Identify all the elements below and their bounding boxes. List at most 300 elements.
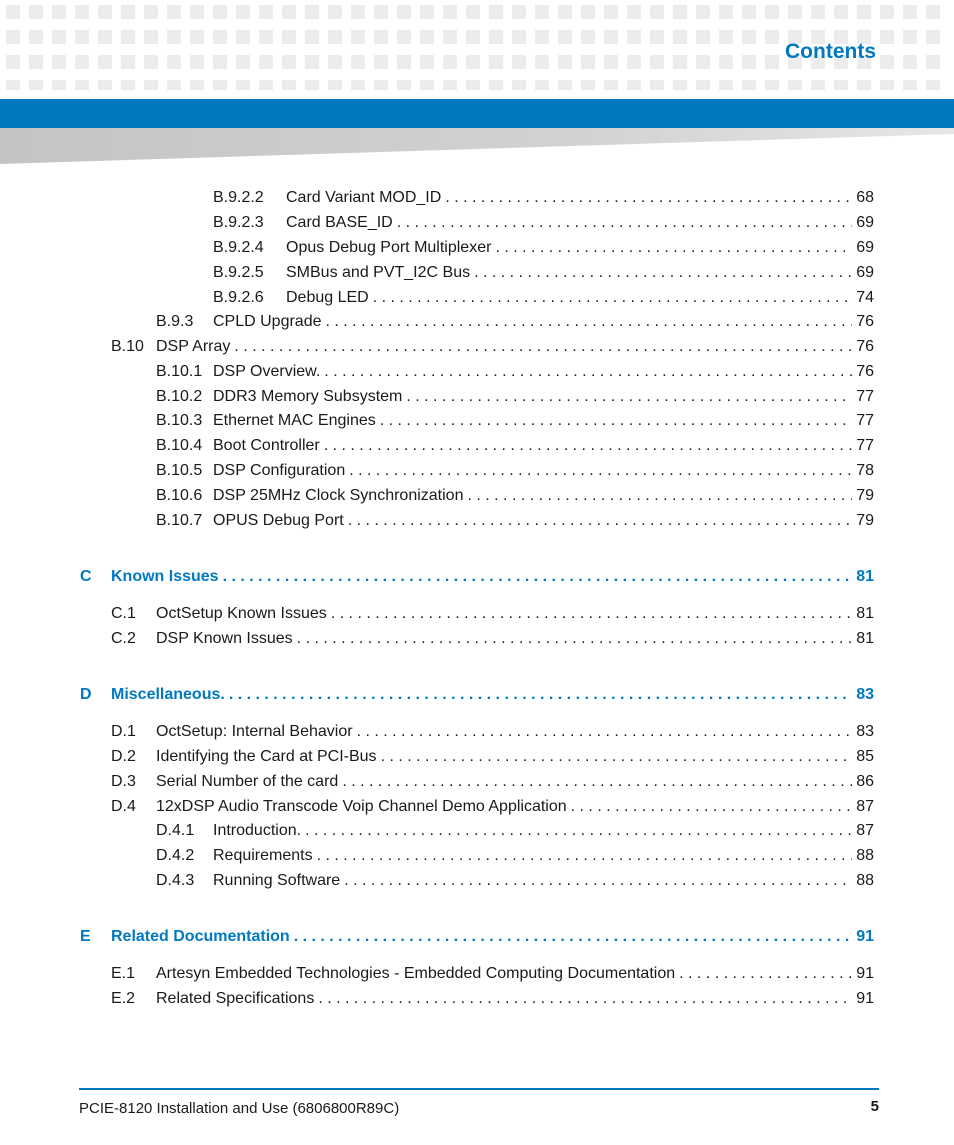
- toc-entry-number: B.9.2.6: [213, 289, 264, 306]
- toc-entry[interactable]: [156, 461, 874, 481]
- toc-entry[interactable]: [156, 312, 874, 332]
- toc-entry[interactable]: [111, 964, 874, 984]
- header-blue-bar: [0, 99, 954, 128]
- toc-entry-number: C: [80, 568, 92, 585]
- grid-cell: [443, 80, 457, 90]
- grid-cell: [903, 30, 917, 44]
- grid-cell: [236, 5, 250, 19]
- toc-entry-title: OctSetup: Internal Behavior: [156, 723, 353, 740]
- toc-entry-page: 86: [856, 773, 874, 790]
- toc-entry-title: Boot Controller: [213, 437, 320, 454]
- grid-cell: [167, 55, 181, 69]
- toc-entry-page: 87: [856, 822, 874, 839]
- toc-entry-number: B.10.6: [156, 487, 203, 504]
- toc-dot-leader: [380, 411, 852, 431]
- grid-cell: [627, 30, 641, 44]
- toc-entry-number: B.9.2.5: [213, 264, 264, 281]
- toc-entry-title: Requirements: [213, 847, 313, 864]
- grid-cell: [259, 80, 273, 90]
- toc-entry-title: DSP Known Issues: [156, 630, 293, 647]
- toc-entry[interactable]: [111, 989, 874, 1009]
- toc-dot-leader: [571, 797, 853, 817]
- grid-cell: [374, 55, 388, 69]
- grid-cell: [75, 30, 89, 44]
- toc-entry-number: D: [80, 686, 92, 703]
- grid-cell: [75, 55, 89, 69]
- grid-cell: [719, 5, 733, 19]
- grid-cell: [98, 55, 112, 69]
- toc-entry[interactable]: [111, 337, 874, 357]
- grid-cell: [328, 55, 342, 69]
- toc-entry-page: 83: [856, 686, 874, 703]
- grid-cell: [673, 55, 687, 69]
- toc-entry-page: 74: [856, 289, 874, 306]
- toc-entry[interactable]: [213, 263, 874, 283]
- grid-cell: [466, 5, 480, 19]
- grid-cell: [282, 5, 296, 19]
- grid-cell: [328, 30, 342, 44]
- toc-entry[interactable]: [213, 213, 874, 233]
- grid-cell: [489, 80, 503, 90]
- grid-cell: [742, 30, 756, 44]
- toc-entry-number: D.3: [111, 773, 136, 790]
- toc-dot-leader: [495, 238, 852, 258]
- toc-entry-title: Related Specifications: [156, 990, 315, 1007]
- grid-cell: [144, 5, 158, 19]
- toc-dot-leader: [324, 362, 852, 382]
- grid-cell: [466, 55, 480, 69]
- grid-cell: [512, 5, 526, 19]
- grid-cell: [121, 30, 135, 44]
- grid-cell: [420, 5, 434, 19]
- toc-entry[interactable]: [156, 362, 874, 382]
- toc-entry[interactable]: [156, 871, 874, 891]
- grid-cell: [29, 30, 43, 44]
- grid-cell: [6, 30, 20, 44]
- toc-entry[interactable]: [156, 511, 874, 531]
- grid-cell: [581, 5, 595, 19]
- grid-cell: [650, 30, 664, 44]
- toc-entry-title: Serial Number of the card: [156, 773, 339, 790]
- grid-cell: [121, 80, 135, 90]
- toc-entry-number: B.10.3: [156, 412, 203, 429]
- toc-dot-leader: [324, 436, 852, 456]
- toc-entry-number: B.9.3: [156, 313, 194, 330]
- grid-cell: [443, 5, 457, 19]
- toc-entry-number: B.9.2.3: [213, 214, 264, 231]
- grid-cell: [926, 5, 940, 19]
- toc-entry-title: Introduction.: [213, 822, 302, 839]
- toc-entry-page: 91: [856, 990, 874, 1007]
- grid-cell: [811, 5, 825, 19]
- grid-cell: [673, 5, 687, 19]
- toc-entry-title: Opus Debug Port Multiplexer: [286, 239, 492, 256]
- toc-entry-number: E.1: [111, 965, 136, 982]
- toc-dot-leader: [223, 567, 853, 587]
- toc-entry-number: D.1: [111, 723, 136, 740]
- toc-entry-number: B.10: [111, 338, 144, 355]
- grid-cell: [512, 30, 526, 44]
- toc-dot-leader: [342, 772, 852, 792]
- toc-dot-leader: [467, 486, 852, 506]
- toc-entry-number: E: [80, 928, 91, 945]
- toc-entry[interactable]: [111, 747, 874, 767]
- toc-dot-leader: [331, 604, 852, 624]
- grid-cell: [52, 80, 66, 90]
- toc-dot-leader: [344, 871, 852, 891]
- grid-cell: [75, 80, 89, 90]
- toc-entry[interactable]: [156, 411, 874, 431]
- grid-cell: [926, 80, 940, 90]
- grid-cell: [696, 55, 710, 69]
- toc-entry-number: B.10.2: [156, 388, 203, 405]
- grid-cell: [696, 80, 710, 90]
- toc-entry-page: 69: [856, 264, 874, 281]
- toc-entry-number: D.2: [111, 748, 136, 765]
- toc-entry-title: DSP Overview.: [213, 363, 321, 380]
- toc-entry-number: C.2: [111, 630, 136, 647]
- grid-cell: [213, 5, 227, 19]
- grid-cell: [834, 80, 848, 90]
- grid-cell: [397, 80, 411, 90]
- toc-dot-leader: [349, 461, 852, 481]
- grid-cell: [489, 30, 503, 44]
- toc-entry-number: D.4.3: [156, 872, 195, 889]
- grid-cell: [765, 5, 779, 19]
- toc-entry-page: 79: [856, 512, 874, 529]
- footer-divider: [79, 1088, 879, 1090]
- grid-cell: [29, 55, 43, 69]
- toc-entry-number: E.2: [111, 990, 136, 1007]
- toc-entry-title: DSP Array: [156, 338, 231, 355]
- grid-cell: [535, 5, 549, 19]
- toc-entry-page: 78: [856, 462, 874, 479]
- grid-cell: [29, 80, 43, 90]
- toc-entry-number: D.4: [111, 798, 136, 815]
- toc-dot-leader: [357, 722, 853, 742]
- toc-dot-leader: [305, 821, 852, 841]
- grid-cell: [305, 30, 319, 44]
- header-gray-wedge: [0, 128, 954, 164]
- grid-cell: [443, 30, 457, 44]
- toc-entry-number: B.9.2.2: [213, 189, 264, 206]
- toc-entry-title: Related Documentation: [111, 928, 290, 945]
- toc-entry-title: OPUS Debug Port: [213, 512, 344, 529]
- grid-cell: [6, 5, 20, 19]
- grid-cell: [512, 55, 526, 69]
- grid-cell: [259, 30, 273, 44]
- grid-cell: [351, 30, 365, 44]
- toc-entry[interactable]: [156, 486, 874, 506]
- toc-entry-title: DDR3 Memory Subsystem: [213, 388, 403, 405]
- toc-entry-title: Artesyn Embedded Technologies - Embedded Computing Documentation: [156, 965, 676, 982]
- toc-entry-page: 91: [856, 928, 874, 945]
- grid-cell: [903, 5, 917, 19]
- grid-cell: [328, 5, 342, 19]
- grid-cell: [420, 30, 434, 44]
- grid-cell: [650, 80, 664, 90]
- grid-cell: [213, 55, 227, 69]
- toc-dot-leader: [294, 927, 853, 947]
- grid-cell: [351, 80, 365, 90]
- toc-dot-leader: [445, 188, 852, 208]
- toc-entry-number: B.10.5: [156, 462, 203, 479]
- toc-entry-page: 76: [856, 363, 874, 380]
- toc-entry-title: DSP 25MHz Clock Synchronization: [213, 487, 464, 504]
- grid-cell: [397, 30, 411, 44]
- toc-entry-title: 12xDSP Audio Transcode Voip Channel Demo Application: [156, 798, 567, 815]
- grid-cell: [213, 80, 227, 90]
- toc-entry[interactable]: [111, 604, 874, 624]
- grid-cell: [719, 30, 733, 44]
- toc-chapter-entry[interactable]: [80, 927, 874, 947]
- grid-cell: [236, 80, 250, 90]
- toc-entry-title: DSP Configuration: [213, 462, 346, 479]
- grid-cell: [742, 55, 756, 69]
- toc-dot-leader: [397, 213, 852, 233]
- toc-entry-page: 85: [856, 748, 874, 765]
- toc-entry-title: SMBus and PVT_I2C Bus: [286, 264, 471, 281]
- toc-chapter-entry[interactable]: [80, 567, 874, 587]
- toc-dot-leader: [326, 312, 853, 332]
- grid-cell: [742, 5, 756, 19]
- grid-cell: [397, 5, 411, 19]
- grid-cell: [604, 5, 618, 19]
- grid-cell: [282, 80, 296, 90]
- grid-cell: [581, 30, 595, 44]
- grid-cell: [535, 80, 549, 90]
- grid-cell: [305, 5, 319, 19]
- grid-cell: [535, 55, 549, 69]
- toc-dot-leader: [474, 263, 852, 283]
- toc-entry-title: Identifying the Card at PCI-Bus: [156, 748, 377, 765]
- grid-cell: [121, 5, 135, 19]
- grid-cell: [213, 30, 227, 44]
- grid-cell: [328, 80, 342, 90]
- toc-entry[interactable]: [156, 387, 874, 407]
- grid-cell: [259, 55, 273, 69]
- grid-cell: [604, 80, 618, 90]
- toc-chapter-entry[interactable]: [80, 685, 874, 705]
- grid-cell: [857, 80, 871, 90]
- grid-cell: [305, 55, 319, 69]
- grid-cell: [558, 55, 572, 69]
- toc-entry-number: B.9.2.4: [213, 239, 264, 256]
- toc-entry-title: CPLD Upgrade: [213, 313, 322, 330]
- grid-cell: [6, 80, 20, 90]
- toc-entry-page: 77: [856, 412, 874, 429]
- grid-cell: [443, 55, 457, 69]
- grid-cell: [236, 55, 250, 69]
- grid-cell: [305, 80, 319, 90]
- toc-entry[interactable]: [111, 722, 874, 742]
- grid-cell: [719, 80, 733, 90]
- grid-cell: [489, 55, 503, 69]
- grid-cell: [52, 30, 66, 44]
- grid-cell: [144, 30, 158, 44]
- grid-cell: [581, 80, 595, 90]
- grid-cell: [144, 80, 158, 90]
- toc-dot-leader: [406, 387, 852, 407]
- grid-cell: [788, 5, 802, 19]
- grid-cell: [190, 5, 204, 19]
- grid-cell: [673, 80, 687, 90]
- toc-entry-page: 81: [856, 605, 874, 622]
- toc-entry[interactable]: [156, 821, 874, 841]
- grid-cell: [374, 80, 388, 90]
- grid-cell: [673, 30, 687, 44]
- toc-entry[interactable]: [111, 797, 874, 817]
- grid-cell: [650, 5, 664, 19]
- grid-cell: [903, 55, 917, 69]
- grid-cell: [167, 80, 181, 90]
- toc-entry-number: D.4.1: [156, 822, 195, 839]
- grid-cell: [788, 80, 802, 90]
- grid-cell: [75, 5, 89, 19]
- grid-cell: [742, 80, 756, 90]
- grid-cell: [581, 55, 595, 69]
- toc-entry-page: 83: [856, 723, 874, 740]
- toc-entry-title: Running Software: [213, 872, 341, 889]
- grid-cell: [6, 55, 20, 69]
- toc-entry[interactable]: [213, 188, 874, 208]
- grid-cell: [696, 30, 710, 44]
- grid-cell: [811, 80, 825, 90]
- grid-cell: [351, 5, 365, 19]
- grid-cell: [834, 5, 848, 19]
- toc-dot-leader: [318, 989, 852, 1009]
- grid-cell: [558, 80, 572, 90]
- grid-cell: [926, 30, 940, 44]
- toc-dot-leader: [229, 685, 852, 705]
- grid-cell: [466, 30, 480, 44]
- toc-entry-page: 69: [856, 239, 874, 256]
- toc-entry[interactable]: [111, 629, 874, 649]
- toc-entry-page: 77: [856, 437, 874, 454]
- grid-cell: [144, 55, 158, 69]
- grid-cell: [604, 30, 618, 44]
- grid-cell: [627, 55, 641, 69]
- grid-cell: [535, 30, 549, 44]
- grid-cell: [190, 80, 204, 90]
- grid-cell: [765, 30, 779, 44]
- grid-cell: [696, 5, 710, 19]
- grid-cell: [397, 55, 411, 69]
- toc-entry-title: Miscellaneous.: [111, 686, 225, 703]
- toc-entry-page: 68: [856, 189, 874, 206]
- toc-entry[interactable]: [111, 772, 874, 792]
- grid-cell: [98, 5, 112, 19]
- grid-cell: [880, 5, 894, 19]
- toc-entry[interactable]: [213, 238, 874, 258]
- toc-entry-number: B.10.7: [156, 512, 203, 529]
- toc-entry-number: C.1: [111, 605, 136, 622]
- grid-cell: [52, 5, 66, 19]
- grid-cell: [259, 5, 273, 19]
- grid-cell: [650, 55, 664, 69]
- grid-cell: [29, 5, 43, 19]
- grid-cell: [351, 55, 365, 69]
- grid-cell: [558, 5, 572, 19]
- grid-cell: [282, 55, 296, 69]
- grid-cell: [98, 30, 112, 44]
- toc-entry-page: 91: [856, 965, 874, 982]
- toc-entry-page: 88: [856, 847, 874, 864]
- grid-cell: [512, 80, 526, 90]
- grid-cell: [190, 55, 204, 69]
- toc-entry[interactable]: [213, 288, 874, 308]
- grid-cell: [765, 55, 779, 69]
- toc-entry-number: D.4.2: [156, 847, 195, 864]
- page-title: Contents: [785, 40, 876, 63]
- grid-cell: [880, 30, 894, 44]
- toc-dot-leader: [679, 964, 852, 984]
- grid-cell: [880, 80, 894, 90]
- toc-dot-leader: [317, 846, 853, 866]
- grid-cell: [558, 30, 572, 44]
- grid-cell: [719, 55, 733, 69]
- grid-cell: [604, 55, 618, 69]
- grid-cell: [374, 30, 388, 44]
- toc-entry-title: Card Variant MOD_ID: [286, 189, 442, 206]
- grid-cell: [489, 5, 503, 19]
- toc-entry-page: 76: [856, 338, 874, 355]
- grid-cell: [167, 30, 181, 44]
- toc-dot-leader: [234, 337, 852, 357]
- grid-cell: [627, 80, 641, 90]
- toc-entry-number: B.10.1: [156, 363, 203, 380]
- footer-page-number: 5: [870, 1098, 879, 1115]
- grid-cell: [52, 55, 66, 69]
- grid-cell: [98, 80, 112, 90]
- grid-cell: [236, 30, 250, 44]
- grid-cell: [420, 80, 434, 90]
- grid-cell: [857, 5, 871, 19]
- toc-entry-number: B.10.4: [156, 437, 203, 454]
- toc-entry-page: 69: [856, 214, 874, 231]
- toc-dot-leader: [373, 288, 852, 308]
- grid-cell: [121, 55, 135, 69]
- grid-cell: [627, 5, 641, 19]
- grid-cell: [903, 80, 917, 90]
- toc-entry[interactable]: [156, 846, 874, 866]
- grid-cell: [282, 30, 296, 44]
- toc-entry-page: 87: [856, 798, 874, 815]
- toc-entry-page: 88: [856, 872, 874, 889]
- grid-cell: [420, 55, 434, 69]
- toc-entry-page: 81: [856, 630, 874, 647]
- toc-entry-page: 79: [856, 487, 874, 504]
- toc-dot-leader: [381, 747, 853, 767]
- toc-dot-leader: [297, 629, 853, 649]
- toc-entry-page: 81: [856, 568, 874, 585]
- grid-cell: [374, 5, 388, 19]
- grid-cell: [167, 5, 181, 19]
- grid-cell: [765, 80, 779, 90]
- grid-cell: [190, 30, 204, 44]
- toc-entry-page: 77: [856, 388, 874, 405]
- toc-entry-page: 76: [856, 313, 874, 330]
- toc-entry-title: Card BASE_ID: [286, 214, 393, 231]
- toc-entry-title: Debug LED: [286, 289, 369, 306]
- grid-cell: [926, 55, 940, 69]
- footer-document-title: PCIE-8120 Installation and Use (6806800R89C): [79, 1100, 400, 1117]
- grid-cell: [466, 80, 480, 90]
- toc-dot-leader: [348, 511, 852, 531]
- toc-entry-title: Known Issues: [111, 568, 219, 585]
- toc-entry[interactable]: [156, 436, 874, 456]
- toc-entry-title: OctSetup Known Issues: [156, 605, 327, 622]
